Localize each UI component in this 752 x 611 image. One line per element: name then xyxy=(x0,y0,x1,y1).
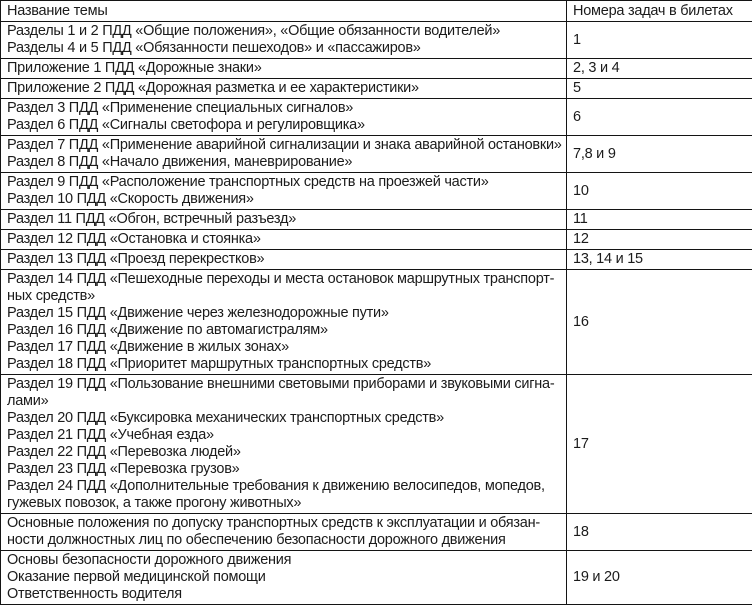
topic-cell xyxy=(1,22,567,59)
topic-cell xyxy=(1,99,567,136)
topic-line: Основы безопасности дорожного движения xyxy=(7,552,292,568)
header-row xyxy=(1,1,752,22)
topic-cell xyxy=(1,250,567,270)
topic-line: Раздел 7 ПДД «Применение аварийной сигнализации и знака аварийной остановки» xyxy=(7,137,562,153)
tickets-cell xyxy=(567,99,752,136)
tickets-cell xyxy=(567,210,752,230)
topic-line: Раздел 9 ПДД «Расположение транспортных средств на проезжей части» xyxy=(7,174,489,190)
topic-line: Раздел 11 ПДД «Обгон, встречный разъезд» xyxy=(7,211,297,227)
table-row xyxy=(1,136,752,173)
topic-line: Разделы 4 и 5 ПДД «Обязанности пешеходов» и «пассажиров» xyxy=(7,40,421,56)
ticket-numbers: 17 xyxy=(573,435,589,452)
topic-line: Раздел 10 ПДД «Скорость движения» xyxy=(7,191,254,207)
table-row xyxy=(1,230,752,250)
ticket-numbers: 12 xyxy=(573,231,589,247)
topic-line: ности должностных лиц по обеспечению безопасности дорожного движения xyxy=(7,532,506,548)
topic-line: Приложение 1 ПДД «Дорожные знаки» xyxy=(7,60,262,76)
table-row xyxy=(1,551,752,605)
table-row xyxy=(1,22,752,59)
tickets-cell xyxy=(567,514,752,551)
topic-line: Раздел 13 ПДД «Проезд перекрестков» xyxy=(7,251,265,267)
tickets-cell xyxy=(567,173,752,210)
ticket-numbers: 10 xyxy=(573,182,589,199)
topic-cell xyxy=(1,59,567,79)
topic-line: Раздел 21 ПДД «Учебная езда» xyxy=(7,427,214,443)
topic-line: Раздел 17 ПДД «Движение в жилых зонах» xyxy=(7,339,289,355)
topic-line: Раздел 19 ПДД «Пользование внешними световыми приборами и звуковыми сигна- xyxy=(7,376,555,392)
topic-line: Раздел 20 ПДД «Буксировка механических транспортных средств» xyxy=(7,410,444,426)
topic-line: Раздел 22 ПДД «Перевозка людей» xyxy=(7,444,241,460)
topic-cell xyxy=(1,136,567,173)
table-row xyxy=(1,250,752,270)
tickets-cell xyxy=(567,59,752,79)
table-row xyxy=(1,99,752,136)
topic-line: Раздел 24 ПДД «Дополнительные требования к движению велосипедов, мопедов, xyxy=(7,478,545,494)
ticket-numbers: 19 и 20 xyxy=(573,569,620,585)
topic-line: Разделы 1 и 2 ПДД «Общие положения», «Общие обязанности водителей» xyxy=(7,23,501,39)
table-row xyxy=(1,375,752,514)
table-row xyxy=(1,59,752,79)
tickets-cell xyxy=(567,136,752,173)
topic-line: Раздел 23 ПДД «Перевозка грузов» xyxy=(7,461,240,477)
tickets-cell xyxy=(567,79,752,99)
topic-line: Раздел 16 ПДД «Движение по автомагистралям» xyxy=(7,322,328,338)
ticket-numbers: 1 xyxy=(573,31,581,48)
column-header-ticket-numbers: Номера задач в билетах xyxy=(567,1,752,22)
topic-cell xyxy=(1,270,567,375)
column-header-topic: Название темы xyxy=(1,1,567,22)
tickets-cell xyxy=(567,375,752,514)
topic-line: Основные положения по допуску транспортных средств к эксплуатации и обязан- xyxy=(7,515,540,531)
topic-line: Раздел 18 ПДД «Приоритет маршрутных транспортных средств» xyxy=(7,356,432,372)
topic-cell xyxy=(1,173,567,210)
topic-cell xyxy=(1,79,567,99)
topic-cell xyxy=(1,375,567,514)
ticket-numbers: 13, 14 и 15 xyxy=(573,251,643,267)
topic-line: Приложение 2 ПДД «Дорожная разметка и ее характеристики» xyxy=(7,80,419,96)
table-body xyxy=(1,22,752,605)
topic-line: Раздел 8 ПДД «Начало движения, маневрирование» xyxy=(7,154,353,170)
topic-line: Оказание первой медицинской помощи xyxy=(7,569,266,585)
topic-line: лами» xyxy=(7,393,49,409)
tickets-cell xyxy=(567,551,752,605)
table-row xyxy=(1,79,752,99)
topic-cell xyxy=(1,230,567,250)
ticket-numbers: 2, 3 и 4 xyxy=(573,60,620,76)
topic-cell xyxy=(1,210,567,230)
tickets-cell xyxy=(567,22,752,59)
ticket-numbers: 7,8 и 9 xyxy=(573,145,616,162)
topic-line: гужевых повозок, а также прогону животных» xyxy=(7,495,302,511)
ticket-numbers: 11 xyxy=(573,211,588,227)
topic-line: Раздел 3 ПДД «Применение специальных сигналов» xyxy=(7,100,354,116)
ticket-numbers: 18 xyxy=(573,523,589,540)
table-row xyxy=(1,514,752,551)
topic-line: Ответственность водителя xyxy=(7,586,182,602)
topic-cell xyxy=(1,551,567,605)
topic-line: Раздел 14 ПДД «Пешеходные переходы и места остановок маршрутных транспорт- xyxy=(7,271,555,287)
tickets-cell xyxy=(567,230,752,250)
table-row xyxy=(1,173,752,210)
table-row xyxy=(1,210,752,230)
tickets-cell xyxy=(567,250,752,270)
topic-cell xyxy=(1,514,567,551)
table-row xyxy=(1,270,752,375)
ticket-numbers: 16 xyxy=(573,313,589,330)
ticket-numbers: 6 xyxy=(573,108,581,125)
topic-line: Раздел 12 ПДД «Остановка и стоянка» xyxy=(7,231,261,247)
topic-line: Раздел 6 ПДД «Сигналы светофора и регулировщика» xyxy=(7,117,365,133)
tickets-cell xyxy=(567,270,752,375)
topic-line: Раздел 15 ПДД «Движение через железнодорожные пути» xyxy=(7,305,389,321)
topic-line: ных средств» xyxy=(7,288,95,304)
ticket-numbers: 5 xyxy=(573,80,581,96)
